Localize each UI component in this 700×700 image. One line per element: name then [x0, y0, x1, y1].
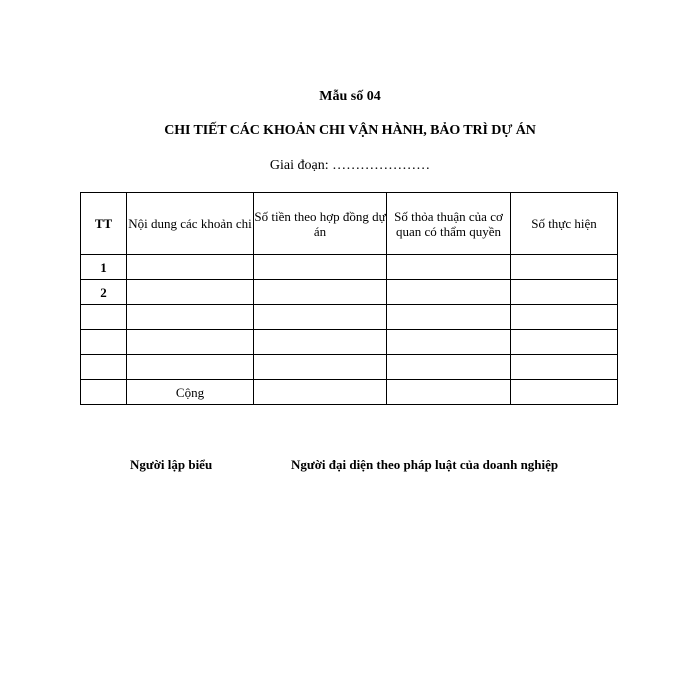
cell-content: [127, 305, 254, 330]
cell-tt: 2: [81, 280, 127, 305]
cell-contract-amount: [254, 330, 387, 355]
cell-actual-amount: [511, 280, 618, 305]
table-total-row: [81, 380, 618, 405]
header-content: Nội dung các khoản chi: [127, 193, 254, 255]
cell-approved-amount: [387, 255, 511, 280]
cell-content: [127, 330, 254, 355]
cell-actual-amount: [511, 305, 618, 330]
cell-contract-amount: [254, 355, 387, 380]
expense-table: [80, 192, 618, 405]
cell-actual-amount: [511, 380, 618, 405]
signature-legal-representative: Người đại diện theo pháp luật của doanh nghiệp: [291, 457, 559, 472]
header-actual-amount: Số thực hiện: [511, 193, 618, 255]
cell-approved-amount: [387, 380, 511, 405]
cell-actual-amount: [511, 330, 618, 355]
table-row: [81, 280, 618, 305]
cell-approved-amount: [387, 355, 511, 380]
cell-contract-amount: [254, 255, 387, 280]
cell-tt: [81, 330, 127, 355]
header-contract-amount: Số tiền theo hợp đồng dự án: [254, 193, 387, 255]
cell-approved-amount: [387, 305, 511, 330]
cell-content: [127, 355, 254, 380]
header-approved-amount: Số thỏa thuận của cơ quan có thẩm quyền: [387, 193, 511, 255]
cell-tt: [81, 305, 127, 330]
cell-tt: 1: [81, 255, 127, 280]
header-tt: TT: [81, 193, 127, 255]
table-header-row: [81, 193, 618, 255]
cell-total-label: Cộng: [127, 380, 254, 405]
period-line: Giai đoạn: …………………: [269, 158, 431, 173]
cell-contract-amount: [254, 280, 387, 305]
table-row: [81, 305, 618, 330]
cell-tt: [81, 380, 127, 405]
cell-content: [127, 280, 254, 305]
table-row: [81, 330, 618, 355]
cell-approved-amount: [387, 280, 511, 305]
cell-approved-amount: [387, 330, 511, 355]
cell-actual-amount: [511, 255, 618, 280]
signature-preparer: Người lập biểu: [130, 457, 213, 472]
cell-contract-amount: [254, 305, 387, 330]
document-title: CHI TIẾT CÁC KHOẢN CHI VẬN HÀNH, BẢO TRÌ DỰ ÁN: [164, 123, 536, 138]
cell-contract-amount: [254, 380, 387, 405]
cell-actual-amount: [511, 355, 618, 380]
cell-content: [127, 255, 254, 280]
table-row: [81, 355, 618, 380]
form-number: Mẫu số 04: [319, 89, 381, 104]
table-row: [81, 255, 618, 280]
cell-tt: [81, 355, 127, 380]
